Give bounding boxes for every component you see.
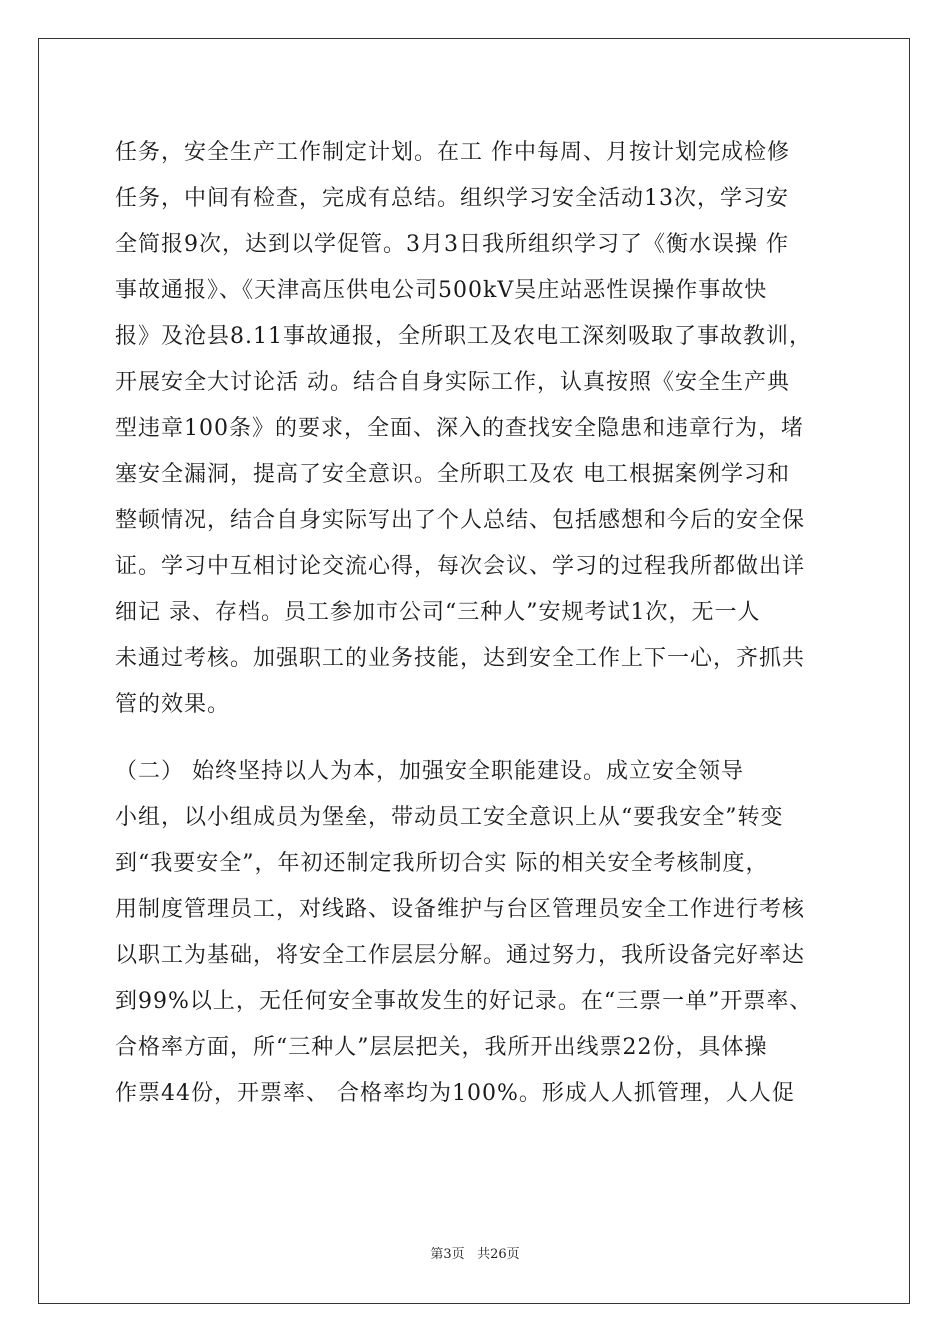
paragraph-line: 型违章100条》的要求，全面、深入的查找安全隐患和违章行为，堵 bbox=[115, 416, 804, 441]
paragraph-line: 任务，安全生产工作制定计划。在工 作中每周、月按计划完成检修 bbox=[115, 140, 790, 165]
paragraph-line: 证。学习中互相讨论交流心得，每次会议、学习的过程我所都做出详 bbox=[115, 554, 806, 579]
paragraph-line: 用制度管理员工，对线路、设备维护与台区管理员安全工作进行考核 bbox=[115, 897, 806, 922]
paragraph-line: 任务，中间有检查，完成有总结。组织学习安全活动13次，学习安 bbox=[115, 186, 789, 211]
paragraph-line: 细记 录、存档。员工参加市公司“三种人”安规考试1次，无一人 bbox=[115, 600, 761, 625]
paragraph-line: 作票44份，开票率、 合格率均为100%。形成人人抓管理，人人促 bbox=[115, 1081, 795, 1106]
paragraph-line: 到“我要安全”，年初还制定我所切合实 际的相关安全考核制度， bbox=[115, 851, 769, 876]
page-total: 共26页 bbox=[477, 1247, 520, 1262]
paragraph-line: 到99%以上，无任何安全事故发生的好记录。在“三票一单”开票率、 bbox=[115, 989, 813, 1014]
paragraph-line: 开展安全大讨论活 动。结合自身实际工作，认真按照《安全生产典 bbox=[115, 370, 790, 395]
paragraph-line: 小组，以小组成员为堡垒，带动员工安全意识上从“要我安全”转变 bbox=[115, 805, 784, 830]
paragraph-line: 事故通报》、《天津高压供电公司500kV吴庄站恶性误操作事故快 bbox=[115, 278, 768, 303]
paragraph-line: 整顿情况，结合自身实际写出了个人总结、包括感想和今后的安全保 bbox=[115, 508, 806, 533]
paragraph-line: 管的效果。 bbox=[115, 692, 231, 717]
paragraph-line: 塞安全漏洞，提高了安全意识。全所职工及农 电工根据案例学习和 bbox=[115, 462, 790, 487]
page-footer bbox=[0, 1246, 950, 1264]
paragraph-line: （二） 始终坚持以人为本，加强安全职能建设。成立安全领导 bbox=[115, 759, 744, 784]
paragraph-line: 以职工为基础，将安全工作层层分解。通过努力，我所设备完好率达 bbox=[115, 943, 806, 968]
paragraph-line: 全简报9次，达到以学促管。3月3日我所组织学习了《衡水误操 作 bbox=[115, 232, 789, 257]
paragraph-line: 合格率方面，所“三种人”层层把关，我所开出线票22份，具体操 bbox=[115, 1035, 768, 1060]
paragraph-line: 未通过考核。加强职工的业务技能，达到安全工作上下一心，齐抓共 bbox=[115, 646, 806, 671]
page-number: 第3页 bbox=[430, 1247, 465, 1262]
paragraph-line: 报》及沧县8.11事故通报，全所职工及农电工深刻吸取了事故教训， bbox=[115, 324, 812, 349]
